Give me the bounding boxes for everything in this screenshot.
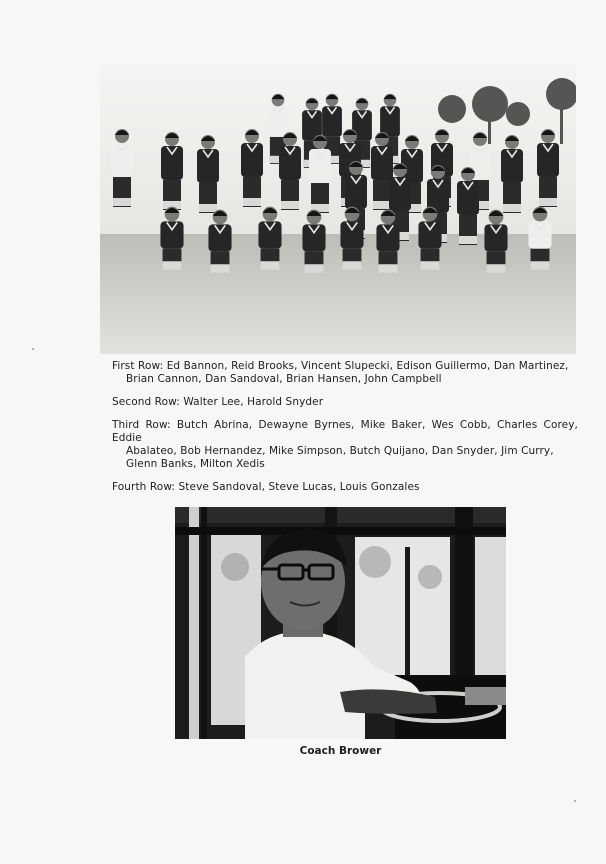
- coach-caption: Coach Brower: [299, 745, 382, 757]
- third-row-names-line2: Abalateo, Bob Hernandez, Mike Simpson, Butch Quijano, Dan Snyder, Jim Curry,: [126, 445, 554, 457]
- team-photo: [100, 64, 576, 354]
- scan-speck: [574, 800, 576, 802]
- first-row-label: First Row:: [112, 360, 164, 372]
- fourth-row-names: Steve Sandoval, Steve Lucas, Louis Gonzales: [178, 481, 420, 493]
- coach-photo: [175, 507, 506, 739]
- second-row-caption: [112, 396, 578, 409]
- third-row-names-line1: Butch Abrina, Dewayne Byrnes, Mike Baker, Wes Cobb, Charles Corey, Eddie: [112, 419, 578, 444]
- third-row-caption: [112, 419, 578, 471]
- fourth-row-label: Fourth Row:: [112, 481, 176, 493]
- first-row-names-line1: Ed Bannon, Reid Brooks, Vincent Slupecki, Edison Guillermo, Dan Martinez,: [166, 360, 569, 372]
- team-roster-captions: [112, 360, 578, 504]
- third-row-label: Third Row:: [112, 419, 171, 431]
- scan-speck: [32, 348, 34, 350]
- second-row-label: Second Row:: [112, 396, 180, 408]
- fourth-row-caption: [112, 481, 578, 494]
- second-row-names: Walter Lee, Harold Snyder: [183, 396, 324, 408]
- first-row-names-line2: Brian Cannon, Dan Sandoval, Brian Hansen, John Campbell: [126, 373, 442, 385]
- third-row-names-line3: Glenn Banks, Milton Xedis: [126, 458, 265, 470]
- first-row-caption: [112, 360, 578, 386]
